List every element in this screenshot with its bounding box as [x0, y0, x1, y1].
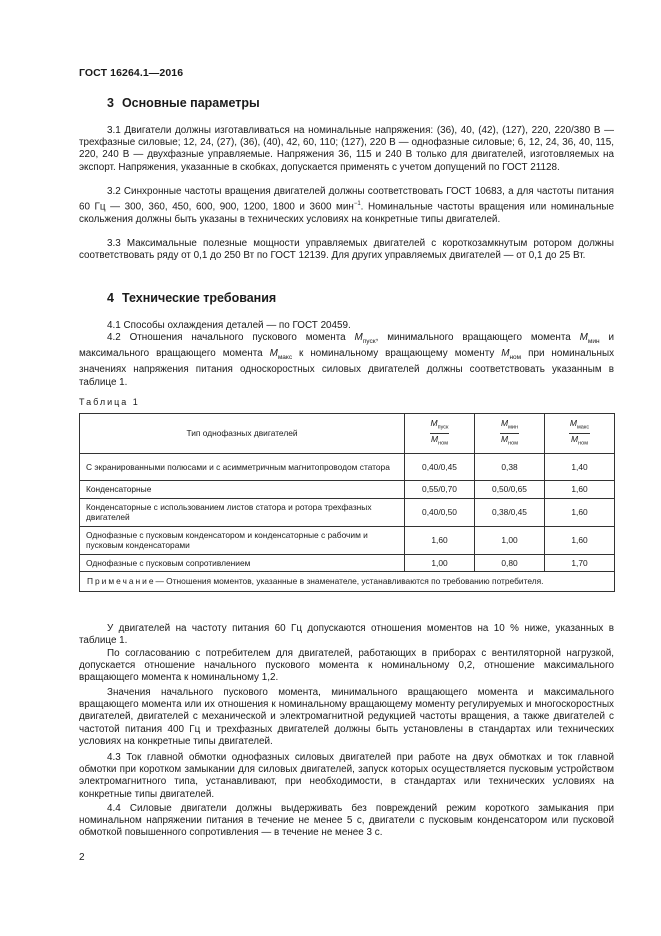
row-value-maks: 1,40 — [545, 454, 615, 481]
section-3-number: 3 — [107, 96, 114, 110]
paragraph-60hz: У двигателей на частоту питания 60 Гц допускаются отношения моментов на 10 % ниже, указанных в таблице 1. — [79, 623, 614, 647]
paragraph-torque-values: Значения начального пускового момента, минимального вращающего момента и максимального вращающего момента или их отношения к номинальному вращающему моменту регулируемых и многоскоростных двигателей, двигателей с механической и электромагнитной редукцией частоты вращения, а также двигателей с частотой питания 400 Гц и трехфазных двигателей должны быть установлены в стандартах или технических условиях на конкретные типы двигателей. — [79, 687, 614, 747]
row-value-pusk: 0,55/0,70 — [405, 481, 475, 499]
table-row — [80, 526, 615, 554]
row-value-pusk: 1,00 — [405, 554, 475, 572]
table-row — [80, 554, 615, 572]
row-type: Однофазные с пусковым сопротивлением — [80, 554, 405, 572]
section-4-number: 4 — [107, 291, 114, 305]
row-value-maks: 1,60 — [545, 481, 615, 499]
table-row — [80, 498, 615, 526]
row-value-maks: 1,60 — [545, 526, 615, 554]
row-type: С экранированными полюсами и с асимметричным магнитопроводом статора — [80, 454, 405, 481]
section-4-title: Технические требования — [121, 291, 277, 305]
type-column-header: Тип однофазных двигателей — [80, 414, 405, 454]
table-1 — [79, 413, 615, 592]
row-value-maks: 1,70 — [545, 554, 615, 572]
ratio-min-header: $\frac{M_{мин}}{M_{ном}}$ — [475, 414, 545, 454]
row-type: Однофазные с пусковым конденсатором и конденсаторные с рабочим и пусковым конденсаторами — [80, 526, 405, 554]
table-row — [80, 454, 615, 481]
row-value-min: 0,80 — [475, 554, 545, 572]
row-value-pusk: 0,40/0,50 — [405, 498, 475, 526]
section-3-title: Основные параметры — [121, 96, 260, 110]
table-1-caption: Таблица 1 — [79, 397, 140, 407]
note-label: Примечание — [87, 576, 156, 586]
paragraph-3-1: 3.1 Двигатели должны изготавливаться на номинальные напряжения: (36), 40, (42), (127), 220, 220/380 В — трехфазные силовые; 12, 24, (27), (36), (40), 42, 60, 110; (127), 220 В — однофазные силовые; 6, 12, 24, 36, 40, 115, 220, 240 В — двухфазные управляемые. Напряжения 36, 115 и 240 В только для двигателей, изготовляемых на экспорт. Напряжения, указанные в скобках, допускается применять с учетом допущений по ГОСТ 21128. — [79, 125, 614, 173]
row-value-pusk: 1,60 — [405, 526, 475, 554]
row-value-maks: 1,60 — [545, 498, 615, 526]
table-note — [80, 572, 615, 592]
section-4-heading — [107, 291, 284, 305]
paragraph-fan-load: По согласованию с потребителем для двигателей, работающих в приборах с вентиляторной нагрузкой, допускается отношение начального пускового момента к номинальному 0,2, отношение максимального вращающего момента к номинальному 1,2. — [79, 648, 614, 684]
paragraph-4-4: 4.4 Силовые двигатели должны выдерживать без повреждений режим короткого замыкания при номинальном напряжении питания в течение не менее 5 с, двигатели с пусковым конденсатором или пусковой обмоткой повышенного сопротивления — в течение не менее 3 с. — [79, 803, 614, 839]
row-value-pusk: 0,40/0,45 — [405, 454, 475, 481]
paragraph-4-1: 4.1 Способы охлаждения деталей — по ГОСТ 20459. — [107, 320, 351, 331]
paragraph-3-2: 3.2 Синхронные частоты вращения двигателей должны соответствовать ГОСТ 10683, а для частоты питания 60 Гц — 300, 360, 450, 600, 900, 1200, 1800 и 3600 мин$^{-1}$. Номинальные частоты вращения или номинальные скольжения должны быть указаны в технических условиях на конкретные типы двигателей. — [79, 186, 614, 225]
paragraph-4-3: 4.3 Ток главной обмотки однофазных силовых двигателей при работе на двух обмотках и ток главной обмотки при коротком замыкании для силовых двигателей, запуск которых осуществляется пусковым устройством электромагнитного типа, устанавливают, при необходимости, в стандартах или технических условиях на конкретные типы двигателей. — [79, 752, 614, 800]
ratio-maks-header: $\frac{M_{макс}}{M_{ном}}$ — [545, 414, 615, 454]
standard-header: ГОСТ 16264.1—2016 — [79, 67, 184, 79]
row-value-min: 0,38 — [475, 454, 545, 481]
row-value-min: 0,38/0,45 — [475, 498, 545, 526]
row-value-min: 0,50/0,65 — [475, 481, 545, 499]
section-3-heading — [107, 96, 268, 110]
table-row — [80, 481, 615, 499]
row-type: Конденсаторные с использованием листов статора и ротора трехфазных двигателей — [80, 498, 405, 526]
row-value-min: 1,00 — [475, 526, 545, 554]
table-header-row — [80, 414, 615, 454]
paragraph-3-3: 3.3 Максимальные полезные мощности управляемых двигателей с короткозамкнутым ротором должны соответствовать ряду от 0,1 до 250 Вт по ГОСТ 12139. Для других управляемых двигателей — от 0,1 до 25 Вт. — [79, 238, 614, 262]
row-type: Конденсаторные — [80, 481, 405, 499]
table-note-row — [80, 572, 615, 592]
note-text: — Отношения моментов, указанные в знаменателе, устанавливаются по требованию потребителя. — [155, 576, 544, 586]
ratio-pusk-header: $\frac{M_{пуск}}{M_{ном}}$ — [405, 414, 475, 454]
page-number: 2 — [79, 852, 85, 863]
paragraph-4-2: 4.2 Отношения начального пускового момента $M_{пуск}$, минимального вращающего момента $M_{мин}$ и максимального вращающего момента $M_{макс}$ к номинальному вращающему моменту $M_{ном}$ при номинальных значениях напряжения питания односкоростных силовых двигателей должны соответствовать указанным в таблице 1. — [79, 332, 615, 388]
